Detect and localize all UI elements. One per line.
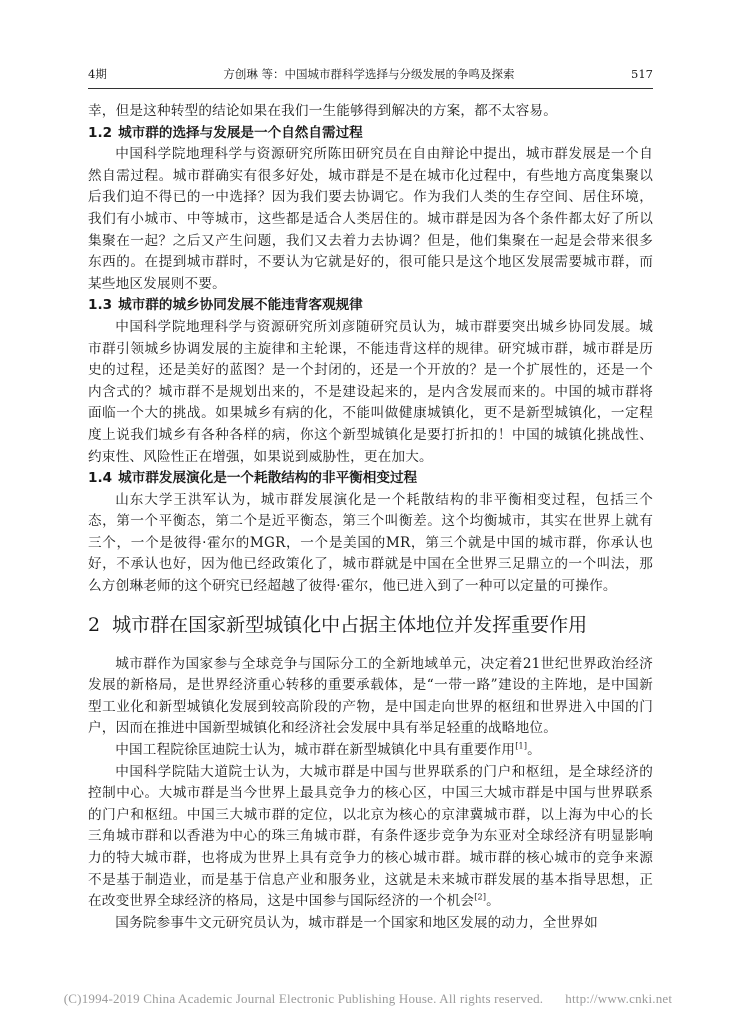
cnki-url[interactable]: http://www.cnki.net xyxy=(565,991,673,1006)
section-heading-2 xyxy=(88,612,653,638)
section-heading-1-2 xyxy=(88,123,653,145)
journal-page xyxy=(88,66,653,934)
paragraph-text: 中国科学院陆大道院士认为，大城市群是中国与世界联系的门户和枢纽，是全球经济的控制中心。大城市群是当今世界上最具竞争力的核心区，中国三大城市群是中国与世界联系的门户和枢纽。中国三大城市群的定位，以北京为核心的京津冀城市群，以上海为中心的长三角城市群和以香港为中心的珠三角城市群，有条件逐步竞争为东亚对全球经济有明显影响力的特大城市群，也将成为世界上具有竞争力的核心城市群。城市群的核心城市的竞争来源不是基于制造业，而是基于信息产业和服务业，这就是未来城市群发展的基本指导思想，正在改变世界全球经济的格局，这是中国参与国际经济的一个机会 xyxy=(88,763,653,910)
paragraph xyxy=(88,740,653,762)
article-body xyxy=(88,101,653,934)
paragraph: 中国科学院地理科学与资源研究所刘彦随研究员认为，城市群要突出城乡协同发展。城市群引领城乡协调发展的主旋律和主轮课，不能违背这样的规律。研究城市群，城市群是历史的过程，还是美好的蓝图？是一个封闭的，还是一个开放的？是一个扩展性的，还是一个内含式的？城市群不是规划出来的，不是建设起来的，是内含发展而来的。中国的城市群将面临一个大的挑战。如果城乡有病的化，不能叫做健康城镇化，更不是新型城镇化，一定程度上说我们城乡有各种各样的病，你这个新型城镇化是要打折扣的！中国的城镇化挑战性、约束性、风险性正在增强，如果说到威胁性，更在加大。 xyxy=(88,318,653,465)
paragraph-end: 。 xyxy=(486,893,500,910)
paragraph: 城市群作为国家参与全球竞争与国际分工的全新地域单元，决定着21世纪世界政治经济发展的新格局，是世界经济重心转移的重要承载体，是“一带一路”建设的主阵地，是中国新型工业化和新型城镇化发展到较高阶段的产物，是中国走向世界的枢纽和世界进入中国的门户，因而在推进中国新型城镇化和经济社会发展中具有举足轻重的战略地位。 xyxy=(88,655,653,737)
paragraph-end: 。 xyxy=(527,742,541,759)
issue-label: 4期 xyxy=(88,67,107,81)
section-number: 1.3 xyxy=(88,297,113,314)
section-title: 城市群发展演化是一个耗散结构的非平衡相变过程 xyxy=(118,470,418,487)
running-title: 方创琳 等：中国城市群科学选择与分级发展的争鸣及探索 xyxy=(223,67,515,81)
page-number: 517 xyxy=(631,67,653,81)
section-number: 2 xyxy=(88,613,101,636)
copyright-text: (C)1994-2019 China Academic Journal Electronic Publishing House. All rights reserved. xyxy=(63,991,544,1006)
section-title: 城市群的选择与发展是一个自然自需过程 xyxy=(118,124,363,141)
copyright-footer xyxy=(0,991,736,1007)
paragraph: 中国科学院地理科学与资源研究所陈田研究员在自由辩论中提出，城市群发展是一个自然自需过程。城市群确实有很多好处，城市群是不是在城市化过程中，有些地方高度集聚以后我们迫不得已的一中选择？因为我们要去协调它。作为我们人类的生存空间、居住环境，我们有小城市、中等城市，这些都是适合人类居住的。城市群是因为各个条件都太好了所以集聚在一起？之后又产生问题，我们又去着力去协调？但是，他们集聚在一起是会带来很多东西的。在提到城市群时，不要认为它就是好的，很可能只是这个地区发展需要城市群，而某些地区发展则不要。 xyxy=(88,146,653,292)
section-title: 城市群的城乡协同发展不能违背客观规律 xyxy=(118,297,363,314)
paragraph: 山东大学王洪军认为，城市群发展演化是一个耗散结构的非平衡相变过程，包括三个态，第一个平衡态，第二个是近平衡态，第三个叫衡差。这个均衡城市，其实在世界上就有三个，一个是彼得·霍尔的MGR，一个是美国的MR，第三个就是中国的城市群，你承认也好，不承认也好，因为他已经政策化了，城市群就是中国在全世界三足鼎立的一个叫法，那么方创琳老师的这个研究已经超越了彼得·霍尔，他已进入到了一种可以定量的可操作。 xyxy=(88,491,653,595)
section-heading-1-4 xyxy=(88,468,653,490)
section-number: 1.4 xyxy=(88,470,113,487)
paragraph: 国务院参事牛文元研究员认为，城市群是一个国家和地区发展的动力，全世界如 xyxy=(115,914,598,931)
paragraph-text: 中国工程院徐匡迪院士认为，城市群在新型城镇化中具有重要作用 xyxy=(115,742,516,759)
citation-ref: [2] xyxy=(474,892,487,902)
citation-ref: [1] xyxy=(515,741,528,751)
running-header xyxy=(88,66,653,89)
section-heading-1-3 xyxy=(88,295,653,317)
section-number: 1.2 xyxy=(88,124,113,141)
paragraph xyxy=(88,762,653,913)
paragraph: 幸，但是这种转型的结论如果在我们一生能够得到解决的方案，都不太容易。 xyxy=(88,103,557,119)
section-title: 城市群在国家新型城镇化中占据主体地位并发挥重要作用 xyxy=(112,613,588,636)
